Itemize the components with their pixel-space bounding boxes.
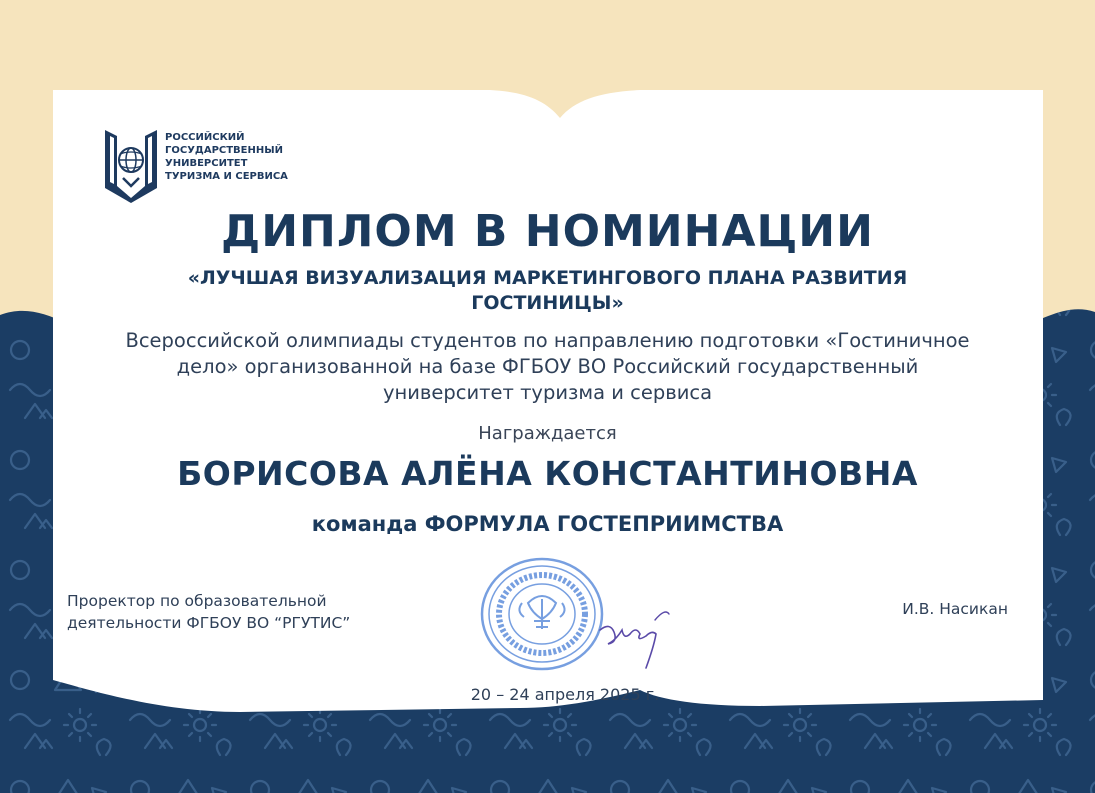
university-name-line: ТУРИЗМА И СЕРВИСА — [165, 171, 288, 182]
event-date: 20 – 24 апреля 2025 г. — [470, 685, 660, 704]
university-emblem-icon — [103, 128, 159, 204]
recipient-name: БОРИСОВА АЛЁНА КОНСТАНТИНОВНА — [177, 454, 918, 493]
university-name — [165, 131, 335, 183]
signer-name: И.В. Насикан — [902, 600, 1008, 618]
official-stamp — [478, 555, 606, 673]
olympiad-description: Всероссийской олимпиады студентов по направлению подготовки «Гостиничное дело» организованной на базе ФГБОУ ВО Российский государственный университет туризма и сервиса — [125, 329, 970, 404]
university-name-line: ГОСУДАРСТВЕННЫЙ — [165, 145, 283, 156]
university-logo — [103, 128, 323, 204]
signature-mark — [595, 600, 675, 670]
awarded-label: Награждается — [478, 423, 617, 444]
diploma-title: ДИПЛОМ В НОМИНАЦИИ — [221, 206, 874, 257]
university-name-line: РОССИЙСКИЙ — [165, 132, 245, 143]
team-name: команда ФОРМУЛА ГОСТЕПРИИМСТВА — [311, 512, 784, 536]
signer-position: Проректор по образовательной деятельности ФГБОУ ВО “РГУТИС” — [67, 592, 351, 632]
university-name-line: УНИВЕРСИТЕТ — [165, 158, 248, 169]
nomination-title: «ЛУЧШАЯ ВИЗУАЛИЗАЦИЯ МАРКЕТИНГОВОГО ПЛАНА РАЗВИТИЯ ГОСТИНИЦЫ» — [187, 267, 908, 314]
